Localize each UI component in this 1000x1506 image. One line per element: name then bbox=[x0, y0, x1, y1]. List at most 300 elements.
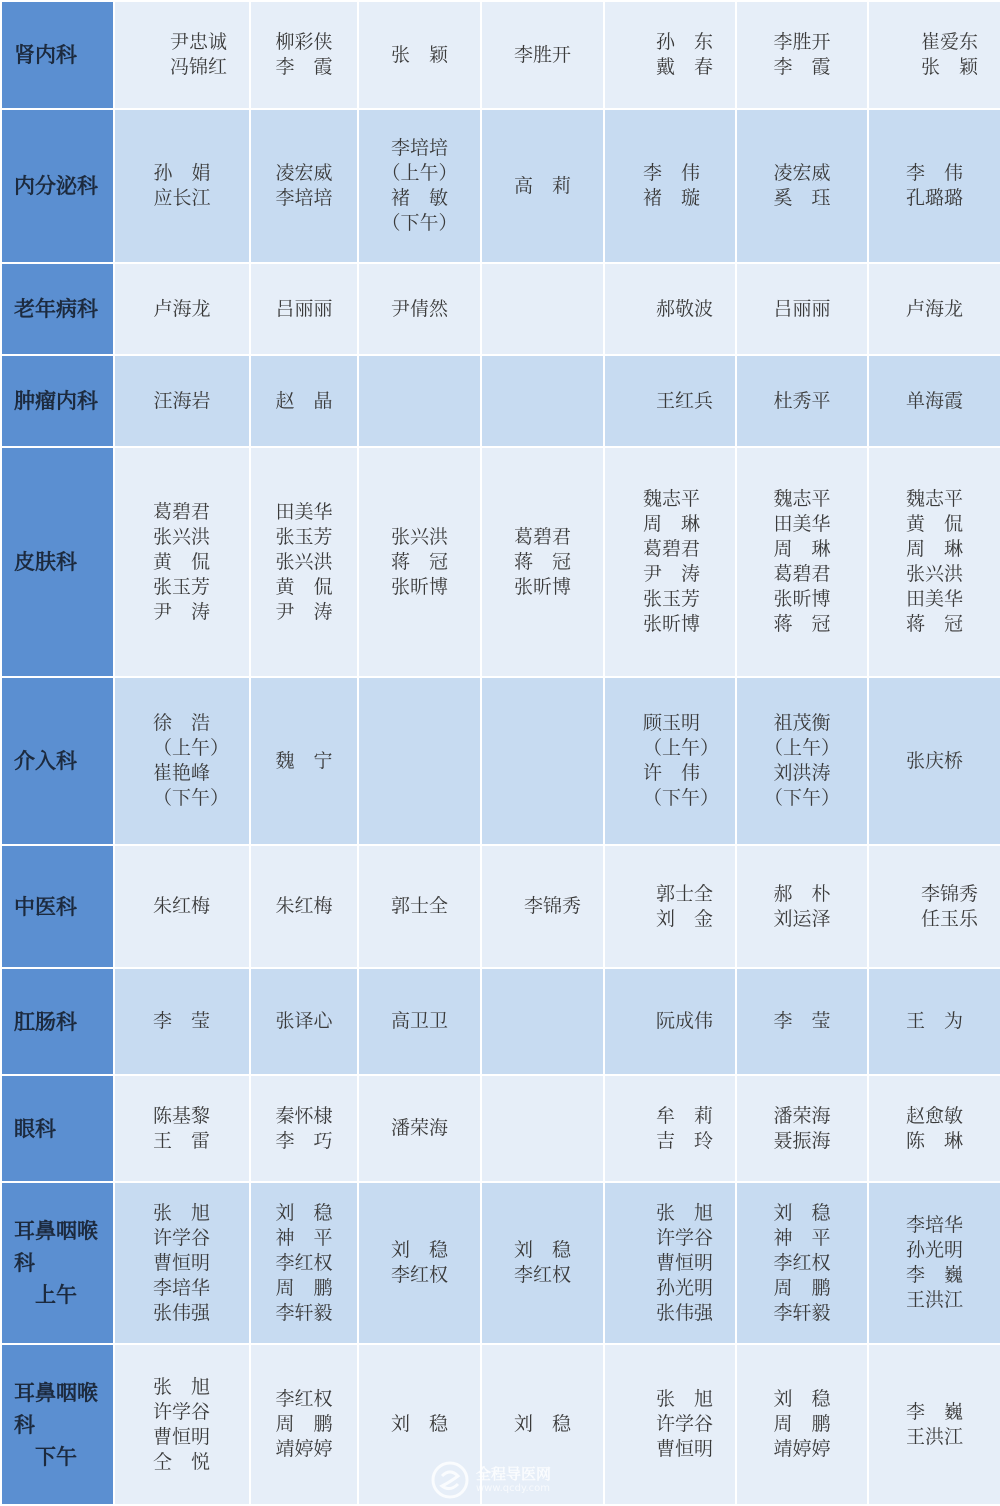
doctor-name: 李轩毅 bbox=[773, 1301, 831, 1324]
doctor-name: 高 莉 bbox=[513, 174, 571, 197]
schedule-cell bbox=[481, 1182, 604, 1344]
doctor-name: 许 伟 bbox=[643, 762, 701, 784]
doctor-name: 张兴洪 bbox=[390, 525, 448, 548]
department-name-line: 皮肤科 bbox=[14, 550, 77, 574]
department-name-line: 肛肠科 bbox=[14, 1009, 77, 1034]
doctor-list bbox=[482, 894, 603, 919]
doctor-name: （下午） bbox=[381, 212, 458, 234]
doctor-list bbox=[115, 500, 249, 625]
doctor-name: 阮成伟 bbox=[655, 1010, 713, 1032]
doctor-list bbox=[251, 1009, 357, 1034]
doctor-name: 张玉芳 bbox=[643, 588, 701, 610]
doctor-list bbox=[605, 161, 735, 211]
schedule-row bbox=[1, 1344, 1000, 1505]
doctor-list bbox=[482, 174, 603, 199]
schedule-cell bbox=[250, 677, 358, 845]
doctor-name: 黄 侃 bbox=[153, 550, 211, 573]
schedule-cell bbox=[114, 1344, 250, 1505]
doctor-name: 田美华 bbox=[905, 588, 963, 610]
doctor-name: 凌宏威 bbox=[773, 162, 831, 184]
department-name-line: 老年病科 bbox=[14, 297, 98, 321]
doctor-list bbox=[605, 711, 735, 811]
doctor-name: 葛碧君 bbox=[513, 525, 571, 548]
schedule-cell bbox=[868, 355, 1000, 447]
doctor-name: 王洪江 bbox=[905, 1425, 963, 1448]
doctor-name: （下午） bbox=[153, 787, 230, 809]
doctor-name: 孔璐璐 bbox=[905, 187, 963, 209]
doctor-name: 仝 悦 bbox=[153, 1450, 211, 1473]
department-name-line: 介入科 bbox=[14, 749, 77, 773]
doctor-list bbox=[359, 894, 480, 919]
doctor-name: 刘洪涛 bbox=[773, 762, 831, 784]
doctor-name: 张兴洪 bbox=[153, 525, 211, 548]
schedule-row bbox=[1, 845, 1000, 968]
schedule-cell bbox=[250, 109, 358, 263]
doctor-name: 李轩毅 bbox=[275, 1301, 333, 1324]
schedule-cell bbox=[250, 1075, 358, 1182]
doctor-name: 崔艳峰 bbox=[153, 762, 211, 784]
doctor-name: 尹倩然 bbox=[390, 297, 448, 320]
schedule-cell bbox=[868, 968, 1000, 1075]
schedule-cell bbox=[868, 447, 1000, 677]
schedule-cell bbox=[481, 355, 604, 447]
doctor-name: 张兴洪 bbox=[275, 550, 333, 573]
schedule-cell bbox=[481, 1, 604, 109]
doctor-name: 靖婷婷 bbox=[773, 1438, 831, 1460]
doctor-list bbox=[359, 1116, 480, 1141]
doctor-name: 李 巧 bbox=[275, 1129, 333, 1152]
schedule-cell bbox=[736, 968, 868, 1075]
doctor-list bbox=[251, 749, 357, 774]
doctor-name: 田美华 bbox=[773, 513, 831, 535]
schedule-cell bbox=[114, 447, 250, 677]
doctor-name: 周 琳 bbox=[643, 513, 701, 535]
department-name bbox=[1, 968, 114, 1075]
doctor-name: 李培培 bbox=[390, 137, 448, 159]
doctor-name: 黄 侃 bbox=[275, 575, 333, 598]
schedule-row bbox=[1, 447, 1000, 677]
doctor-name: 蒋 冠 bbox=[773, 613, 831, 635]
doctor-list bbox=[737, 297, 867, 322]
doctor-name: 李 巍 bbox=[905, 1264, 963, 1286]
schedule-body bbox=[1, 1, 1000, 1505]
doctor-name: （下午） bbox=[763, 787, 840, 809]
doctor-name: 许学谷 bbox=[153, 1226, 211, 1249]
department-name-line: 科 bbox=[14, 1251, 35, 1275]
schedule-cell bbox=[868, 263, 1000, 355]
doctor-list bbox=[605, 882, 735, 932]
schedule-row bbox=[1, 1182, 1000, 1344]
watermark-site-name: 全程导医网 bbox=[476, 1465, 552, 1483]
schedule-cell bbox=[604, 677, 736, 845]
doctor-list bbox=[115, 161, 249, 211]
doctor-list bbox=[737, 1009, 867, 1034]
doctor-name: 吕丽丽 bbox=[773, 297, 831, 320]
schedule-cell bbox=[868, 845, 1000, 968]
doctor-name: 葛碧君 bbox=[153, 500, 211, 523]
department-name bbox=[1, 1344, 114, 1505]
doctor-list bbox=[251, 30, 357, 80]
doctor-list bbox=[605, 487, 735, 637]
doctor-name: 张 颖 bbox=[920, 56, 978, 78]
doctor-name: 褚 敏 bbox=[390, 187, 448, 209]
doctor-list bbox=[869, 1400, 1000, 1450]
doctor-name: 李红权 bbox=[513, 1264, 571, 1286]
schedule-cell bbox=[250, 447, 358, 677]
department-name bbox=[1, 1, 114, 109]
schedule-row bbox=[1, 109, 1000, 263]
doctor-name: （上午） bbox=[153, 737, 230, 759]
doctor-name: 张昕博 bbox=[390, 575, 448, 598]
doctor-name: 刘 稳 bbox=[773, 1388, 831, 1410]
doctor-name: （上午） bbox=[643, 737, 720, 759]
doctor-list bbox=[359, 1009, 480, 1034]
schedule-cell bbox=[358, 263, 481, 355]
doctor-name: 张译心 bbox=[275, 1010, 333, 1032]
doctor-list bbox=[359, 297, 480, 322]
schedule-cell bbox=[481, 677, 604, 845]
doctor-list bbox=[869, 389, 1000, 414]
doctor-name: 周 鹏 bbox=[275, 1276, 333, 1299]
schedule-cell bbox=[481, 1075, 604, 1182]
doctor-list bbox=[251, 500, 357, 625]
schedule-cell bbox=[736, 677, 868, 845]
department-name-line: 中医科 bbox=[14, 894, 77, 919]
department-name-line: 肾内科 bbox=[14, 43, 77, 67]
doctor-name: 刘 金 bbox=[655, 907, 713, 930]
doctor-name: 曹恒明 bbox=[153, 1251, 211, 1274]
doctor-list bbox=[737, 711, 867, 811]
doctor-name: 郭士全 bbox=[390, 895, 448, 917]
doctor-list bbox=[482, 43, 603, 68]
schedule-cell bbox=[114, 968, 250, 1075]
doctor-name: 尹 涛 bbox=[643, 563, 701, 585]
schedule-cell bbox=[868, 109, 1000, 263]
doctor-name: 孙 东 bbox=[655, 31, 713, 53]
doctor-list bbox=[737, 882, 867, 932]
doctor-name: 周 鹏 bbox=[773, 1276, 831, 1299]
doctor-name: 凌宏威 bbox=[275, 162, 333, 184]
doctor-list bbox=[251, 894, 357, 919]
doctor-list bbox=[115, 1375, 249, 1475]
doctor-list bbox=[737, 161, 867, 211]
department-name bbox=[1, 677, 114, 845]
doctor-name: 张昕博 bbox=[513, 575, 571, 598]
schedule-cell bbox=[250, 1182, 358, 1344]
doctor-name: 吉 玲 bbox=[655, 1129, 713, 1152]
schedule-cell bbox=[358, 968, 481, 1075]
schedule-cell bbox=[114, 845, 250, 968]
doctor-list bbox=[869, 161, 1000, 211]
doctor-name: 聂振海 bbox=[773, 1129, 831, 1152]
doctor-name: 魏 宁 bbox=[275, 749, 333, 772]
doctor-name: 潘荣海 bbox=[773, 1104, 831, 1127]
doctor-list bbox=[482, 1412, 603, 1437]
schedule-row bbox=[1, 1075, 1000, 1182]
doctor-name: 葛碧君 bbox=[773, 563, 831, 585]
doctor-list bbox=[115, 30, 249, 80]
schedule-cell bbox=[481, 263, 604, 355]
schedule-cell bbox=[736, 845, 868, 968]
doctor-list bbox=[115, 389, 249, 414]
doctor-list bbox=[737, 389, 867, 414]
doctor-name: 许学谷 bbox=[655, 1413, 713, 1435]
doctor-name: 张 旭 bbox=[655, 1201, 713, 1224]
doctor-name: 靖婷婷 bbox=[275, 1438, 333, 1460]
department-name-line: 上午 bbox=[14, 1283, 77, 1307]
department-name bbox=[1, 355, 114, 447]
doctor-name: 秦怀棣 bbox=[275, 1104, 333, 1127]
doctor-list bbox=[115, 711, 249, 811]
schedule-cell bbox=[736, 109, 868, 263]
doctor-name: 王 雷 bbox=[153, 1129, 211, 1152]
doctor-name: 神 平 bbox=[275, 1226, 333, 1249]
schedule-cell bbox=[736, 447, 868, 677]
doctor-name: 张昕博 bbox=[773, 588, 831, 610]
doctor-name: 潘荣海 bbox=[390, 1117, 448, 1139]
doctor-name: 张玉芳 bbox=[153, 575, 211, 598]
doctor-name: 顾玉明 bbox=[643, 712, 701, 734]
department-name-line: 耳鼻咽喉 bbox=[14, 1380, 98, 1405]
doctor-name: 徐 浩 bbox=[153, 712, 211, 734]
doctor-name: 蒋 冠 bbox=[905, 613, 963, 635]
doctor-name: 牟 莉 bbox=[655, 1104, 713, 1127]
schedule-cell bbox=[604, 447, 736, 677]
doctor-list bbox=[359, 1412, 480, 1437]
doctor-name: 孙 娟 bbox=[153, 162, 211, 184]
doctor-name: 张 颖 bbox=[390, 43, 448, 66]
schedule-cell bbox=[868, 1344, 1000, 1505]
doctor-list bbox=[359, 525, 480, 600]
schedule-cell bbox=[358, 845, 481, 968]
schedule-cell bbox=[736, 1075, 868, 1182]
schedule-cell bbox=[250, 1, 358, 109]
doctor-name: 张庆桥 bbox=[905, 749, 963, 772]
schedule-cell bbox=[604, 263, 736, 355]
schedule-row bbox=[1, 968, 1000, 1075]
schedule-cell bbox=[250, 968, 358, 1075]
schedule-row bbox=[1, 263, 1000, 355]
schedule-cell bbox=[868, 1075, 1000, 1182]
doctor-list bbox=[737, 487, 867, 637]
doctor-name: 孙光明 bbox=[905, 1239, 963, 1261]
doctor-name: 李培华 bbox=[153, 1276, 211, 1299]
schedule-cell bbox=[868, 1, 1000, 109]
department-name-line: 科 bbox=[14, 1412, 35, 1437]
schedule-cell bbox=[358, 1182, 481, 1344]
doctor-name: 冯锦红 bbox=[169, 56, 227, 78]
doctor-name: 周 琳 bbox=[905, 538, 963, 560]
doctor-name: 王 为 bbox=[905, 1010, 963, 1032]
doctor-list bbox=[482, 525, 603, 600]
schedule-cell bbox=[736, 1182, 868, 1344]
doctor-list bbox=[359, 1238, 480, 1288]
doctor-list bbox=[737, 1201, 867, 1326]
schedule-cell bbox=[250, 355, 358, 447]
doctor-list bbox=[605, 30, 735, 80]
doctor-name: 卢海龙 bbox=[153, 297, 211, 320]
department-name bbox=[1, 845, 114, 968]
doctor-list bbox=[359, 136, 480, 236]
doctor-name: 李 伟 bbox=[905, 162, 963, 184]
department-name bbox=[1, 1075, 114, 1182]
schedule-cell bbox=[604, 1, 736, 109]
doctor-name: 褚 璇 bbox=[643, 187, 701, 209]
doctor-list bbox=[251, 1387, 357, 1462]
doctor-name: 李 莹 bbox=[773, 1010, 831, 1032]
doctor-name: 李 莹 bbox=[153, 1010, 211, 1032]
doctor-name: 李培培 bbox=[275, 187, 333, 209]
doctor-name: 刘 稳 bbox=[390, 1413, 448, 1435]
doctor-name: 李胜开 bbox=[773, 31, 831, 53]
schedule-cell bbox=[604, 109, 736, 263]
doctor-name: 许学谷 bbox=[153, 1400, 211, 1423]
doctor-name: 卢海龙 bbox=[905, 297, 963, 320]
schedule-cell bbox=[481, 968, 604, 1075]
doctor-list bbox=[737, 1104, 867, 1154]
doctor-name: 周 鹏 bbox=[275, 1413, 333, 1435]
schedule-cell bbox=[114, 263, 250, 355]
doctor-name: 柳彩侠 bbox=[275, 31, 333, 53]
doctor-name: 张 旭 bbox=[153, 1201, 211, 1224]
doctor-name: 张昕博 bbox=[643, 613, 701, 635]
doctor-name: 李 巍 bbox=[905, 1400, 963, 1423]
doctor-name: 奚 珏 bbox=[773, 187, 831, 209]
schedule-row bbox=[1, 677, 1000, 845]
schedule-cell bbox=[114, 1, 250, 109]
doctor-name: 吕丽丽 bbox=[275, 297, 333, 320]
doctor-name: 许学谷 bbox=[655, 1226, 713, 1249]
doctor-name: 孙光明 bbox=[655, 1276, 713, 1299]
department-name bbox=[1, 263, 114, 355]
schedule-cell bbox=[481, 447, 604, 677]
doctor-name: 李 霞 bbox=[275, 56, 333, 78]
doctor-name: 刘 稳 bbox=[390, 1239, 448, 1261]
schedule-cell bbox=[358, 1344, 481, 1505]
doctor-name: 任玉乐 bbox=[920, 907, 978, 930]
doctor-name: 刘 稳 bbox=[275, 1201, 333, 1224]
doctor-list bbox=[251, 389, 357, 414]
doctor-name: 曹恒明 bbox=[655, 1251, 713, 1274]
doctor-list bbox=[605, 389, 735, 414]
doctor-list bbox=[251, 1104, 357, 1154]
schedule-cell bbox=[481, 845, 604, 968]
schedule-cell bbox=[358, 1075, 481, 1182]
schedule-cell bbox=[358, 109, 481, 263]
schedule-cell bbox=[604, 1344, 736, 1505]
doctor-name: 李红权 bbox=[275, 1388, 333, 1410]
doctor-list bbox=[869, 30, 1000, 80]
schedule-cell bbox=[358, 447, 481, 677]
schedule-cell bbox=[604, 1182, 736, 1344]
schedule-cell bbox=[250, 845, 358, 968]
doctor-name: 尹忠诚 bbox=[169, 31, 227, 53]
watermark-url: www.qcdy.com bbox=[476, 1483, 551, 1494]
doctor-list bbox=[115, 1009, 249, 1034]
doctor-name: 黄 侃 bbox=[905, 513, 963, 535]
doctor-name: 尹 涛 bbox=[275, 600, 333, 623]
doctor-name: 赵 晶 bbox=[275, 389, 333, 412]
doctor-list bbox=[869, 882, 1000, 932]
doctor-name: 李 霞 bbox=[773, 56, 831, 78]
department-name-line: 内分泌科 bbox=[14, 174, 98, 198]
doctor-name: 魏志平 bbox=[905, 488, 963, 510]
schedule-cell bbox=[736, 1344, 868, 1505]
doctor-name: 李锦秀 bbox=[920, 882, 978, 905]
doctor-list bbox=[869, 1009, 1000, 1034]
doctor-name: 李锦秀 bbox=[523, 895, 581, 917]
doctor-list bbox=[869, 1213, 1000, 1313]
doctor-list bbox=[482, 1238, 603, 1288]
doctor-name: 李红权 bbox=[773, 1251, 831, 1274]
doctor-name: 尹 涛 bbox=[153, 600, 211, 623]
doctor-name: 李红权 bbox=[390, 1264, 448, 1286]
doctor-name: 曹恒明 bbox=[655, 1438, 713, 1460]
schedule-cell bbox=[114, 677, 250, 845]
doctor-name: 郝 朴 bbox=[773, 882, 831, 905]
doctor-list bbox=[605, 1201, 735, 1326]
doctor-name: 汪海岩 bbox=[153, 389, 211, 412]
doctor-name: 应长江 bbox=[153, 187, 211, 209]
department-name-line: 耳鼻咽喉 bbox=[14, 1219, 98, 1243]
doctor-name: （上午） bbox=[381, 162, 458, 184]
doctor-name: 神 平 bbox=[773, 1226, 831, 1249]
doctor-name: 朱红梅 bbox=[275, 895, 333, 917]
schedule-cell bbox=[358, 355, 481, 447]
schedule-cell bbox=[604, 1075, 736, 1182]
department-name-line: 肿瘤内科 bbox=[14, 389, 98, 413]
schedule-cell bbox=[250, 263, 358, 355]
doctor-list bbox=[869, 297, 1000, 322]
doctor-list bbox=[115, 894, 249, 919]
doctor-list bbox=[251, 297, 357, 322]
doctor-name: 王红兵 bbox=[655, 389, 713, 412]
doctor-list bbox=[605, 1387, 735, 1462]
doctor-list bbox=[605, 1104, 735, 1154]
doctor-list bbox=[605, 1009, 735, 1034]
doctor-list bbox=[115, 1201, 249, 1326]
department-name-line: 下午 bbox=[14, 1444, 77, 1469]
schedule-cell bbox=[114, 109, 250, 263]
doctor-name: 崔爱东 bbox=[920, 31, 978, 53]
doctor-name: 李红权 bbox=[275, 1251, 333, 1274]
doctor-name: 李 伟 bbox=[643, 162, 701, 184]
doctor-name: 刘运泽 bbox=[773, 907, 831, 930]
doctor-name: 朱红梅 bbox=[153, 895, 211, 917]
doctor-list bbox=[251, 161, 357, 211]
schedule-cell bbox=[604, 845, 736, 968]
doctor-list bbox=[115, 297, 249, 322]
doctor-name: 张兴洪 bbox=[905, 563, 963, 585]
doctor-name: 杜秀平 bbox=[773, 389, 831, 412]
schedule-cell bbox=[604, 355, 736, 447]
doctor-name: 魏志平 bbox=[773, 488, 831, 510]
doctor-name: 陈 琳 bbox=[905, 1129, 963, 1152]
doctor-name: 葛碧君 bbox=[643, 538, 701, 560]
doctor-list bbox=[737, 30, 867, 80]
doctor-list bbox=[869, 487, 1000, 637]
doctor-name: 郝敬波 bbox=[655, 297, 713, 320]
schedule-cell bbox=[736, 1, 868, 109]
doctor-name: 田美华 bbox=[275, 500, 333, 523]
schedule-cell bbox=[358, 677, 481, 845]
schedule-row bbox=[1, 1, 1000, 109]
doctor-name: 刘 稳 bbox=[513, 1413, 571, 1435]
department-name bbox=[1, 1182, 114, 1344]
doctor-list bbox=[251, 1201, 357, 1326]
doctor-name: 周 鹏 bbox=[773, 1413, 831, 1435]
doctor-name: 刘 稳 bbox=[513, 1239, 571, 1261]
